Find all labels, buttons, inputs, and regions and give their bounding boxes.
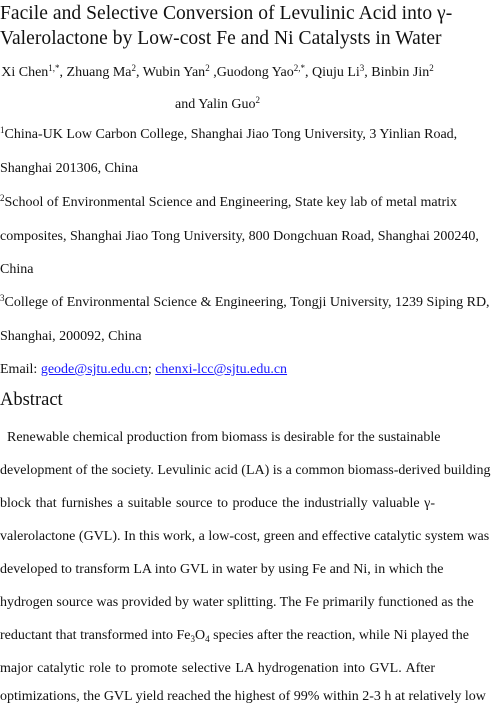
abstract-text: species after the reaction, while Ni played the [209, 628, 469, 643]
author-name: Guodong Yao [216, 65, 294, 80]
paper-title-line-2: Valerolactone by Low-cost Fe and Ni Catalysts in Water [0, 28, 442, 49]
email-label: Email: [0, 362, 41, 377]
abstract-line-5: developed to transform LA into GVL in water by using Fe and Ni, in which the [0, 562, 444, 577]
affiliation-text: School of Environmental Science and Engineering, State key lab of metal matrix [4, 195, 458, 210]
author-name: Zhuang Ma [66, 65, 132, 80]
affiliation-mark: 1 [0, 125, 5, 135]
affiliation-text: China-UK Low Carbon College, Shanghai Jiao Tong University, 3 Yinlian Road, [4, 127, 458, 142]
affiliation-mark: 2 [0, 193, 5, 203]
abstract-line-9: optimizations, the GVL yield reached the highest of 99% within 2-3 h at relatively low [0, 689, 486, 704]
email-link-2[interactable]: chenxi-lcc@sjtu.edu.cn [155, 362, 288, 377]
affiliation-2-line-1 [0, 193, 458, 212]
email-separator: ; [147, 362, 156, 377]
subscript: 4 [205, 634, 210, 644]
affiliation-2-line-3: China [0, 262, 34, 277]
affiliation-3-line-2: Shanghai, 200092, China [0, 329, 142, 344]
author-list-continued: and Yalin Guo$^2$ [174, 95, 260, 112]
author-name: Binbin Jin [371, 65, 430, 80]
paper-title-line-1: Facile and Selective Conversion of Levulinic Acid into γ- [0, 3, 453, 24]
author-name: Yalin Guo [198, 97, 256, 112]
author-affiliation-mark: 2 [131, 63, 136, 73]
abstract-text: O [195, 628, 206, 643]
author-list: Xi Chen$^{1,*}$, Zhuang Ma$^2$, Wubin Yan$^2$ ,Guodong Yao$^{2,*}$, Qiuju Li$^3$, Binbin Jin$^2$ [1, 63, 434, 80]
abstract-line-4: valerolactone (GVL). In this work, a low-cost, green and effective catalytic system was [0, 529, 490, 544]
affiliation-text: College of Environmental Science & Engineering, Tongji University, 1239 Siping RD, [4, 295, 490, 310]
affiliation-1-line-1 [0, 125, 458, 144]
affiliation-mark: 3 [0, 293, 5, 303]
abstract-line-8: major catalytic role to promote selective LA hydrogenation into GVL. After [0, 661, 435, 676]
affiliation-2-line-2: composites, Shanghai Jiao Tong University, 800 Dongchuan Road, Shanghai 200240, [0, 229, 479, 244]
abstract-line-1: Renewable chemical production from biomass is desirable for the sustainable [7, 430, 441, 445]
author-affiliation-mark: 2 [255, 95, 260, 105]
author-affiliation-mark: 1,* [48, 63, 60, 73]
author-name: Qiuju Li [311, 65, 360, 80]
author-affiliation-mark: 2,* [293, 63, 305, 73]
author-name: Xi Chen [1, 65, 49, 80]
author-affiliation-mark: 2 [205, 63, 210, 73]
abstract-line-3: block that furnishes a suitable source to produce the industrially valuable γ- [0, 496, 435, 511]
author-affiliation-mark: 2 [429, 63, 434, 73]
author-affiliation-mark: 3 [359, 63, 365, 73]
abstract-line-7 [0, 627, 469, 645]
subscript: 3 [190, 634, 195, 644]
affiliation-3-line-1 [0, 293, 490, 312]
abstract-line-6: hydrogen source was provided by water splitting. The Fe primarily functioned as the [0, 595, 474, 610]
abstract-line-2: development of the society. Levulinic acid (LA) is a common biomass-derived building [0, 463, 491, 478]
abstract-heading: Abstract [0, 390, 63, 410]
email-link-1[interactable]: geode@sjtu.edu.cn [40, 362, 148, 377]
abstract-text: reductant that transformed into Fe [0, 628, 191, 643]
author-name: Wubin Yan [142, 65, 206, 80]
email-line [0, 361, 435, 379]
affiliation-1-line-2: Shanghai 201306, China [0, 161, 139, 176]
